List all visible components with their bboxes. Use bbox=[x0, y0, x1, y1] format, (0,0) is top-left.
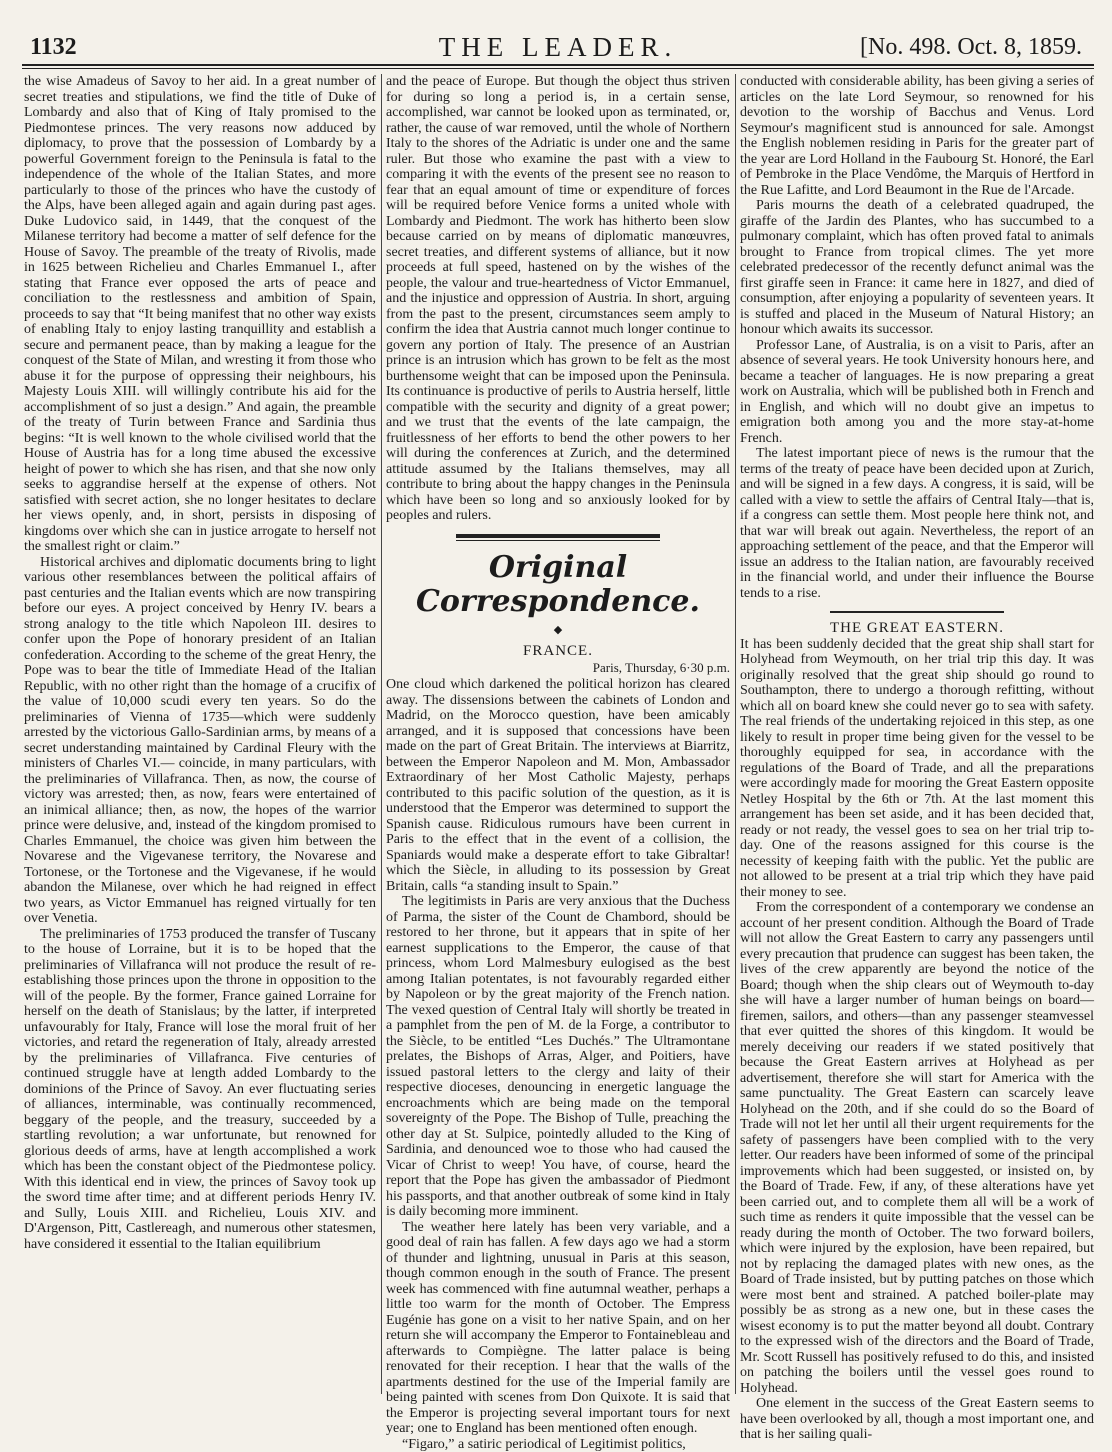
header-rule bbox=[22, 68, 1094, 69]
column-divider bbox=[381, 74, 382, 1394]
paragraph: Historical archives and diplomatic documents bring to light various other resemblances between the political affairs of past centuries and the Italian events which are now transpiring before our eyes. A project conceived by Henry IV. bears a strong analogy to the title which Napoleon III. desires to confer upon the Pope of honorary president of an Italian confederation. According to the scheme of the great Henry, the Pope was to bear the title of Immediate Head of the Italian Republic, with no other right than the homage of a crucifix of the value of 10,000 scudi every ten years. So do the preliminaries of Vienna of 1735—which were suddenly arrested by the victorious Gallo-Sardinian arms, by means of a secret understanding maintained by Cardinal Fleury with the ministers of Charles VI.— coincide, in many particulars, with the preliminaries of Villafranca. Then, as now, the course of victory was arrested; then, as now, fears were entertained of an inimical alliance; then, as now, the hopes of the warrior prince were delusive, and, instead of the kingdom promised to Charles Emmanuel, the choice was given him between the Novarese and the Vigevanese territory, the Novarese and Tortonese, or the Tortonese and the Vigevanese, if he would abandon the Milanese, over which he had reigned in effect two years, as Victor Emmanuel has reigned virtually for ten over Venetia. bbox=[24, 555, 376, 927]
paragraph: and the peace of Europe. But though the object thus striven for during so long a period is, in a certain sense, accomplished, war cannot be looked upon as terminated, or, rather, the cause of war removed, until the whole of Northern Italy to the shores of the Adriatic is under one and the same ruler. But those who examine the past with a view to comparing it with the events of the present see no reason to fear that an equal amount of time or expenditure of forces will be required before Venice forms a united whole with Lombardy and Piedmont. The work has hitherto been slow because carried on by means of diplomatic manœuvres, secret treaties, and different systems of alliance, but it now proceeds at full speed, hastened on by the wishes of the people, the valour and true-heartedness of Victor Emmanuel, and the injustice and oppression of Austria. In short, arguing from the past to the present, circumstances seem amply to confirm the idea that Austria cannot much longer continue to govern any portion of Italy. The presence of an Austrian prince is an intrusion which has grown to be felt as the most burthensome weight that can be imposed upon the Peninsula. Its continuance is productive of perils to Austria herself, little compatible with the security and dignity of a great power; and we trust that the events of the late campaign, the fruitlessness of her efforts to bend the other powers to her will during the conferences at Zurich, and the determined attitude assumed by the Italians themselves, may all contribute to bring about the happy changes in the Peninsula which have been so long and so anxiously looked for by peoples and rulers. bbox=[386, 74, 730, 524]
dateline: Paris, Thursday, 6·30 p.m. bbox=[386, 660, 730, 676]
paragraph: the wise Amadeus of Savoy to her aid. In a great number of secret treaties and stipulations, we find the title of Duke of Lombardy and also that of King of Italy promised to the Piedmontese princes. The very reasons now adduced by diplomacy, to prove that the possession of Lombardy by a powerful Government foreign to the Peninsula is fatal to the independence of the whole of the Italian States, and more particularly to those of the princes who have the custody of the Alps, have been alleged again and again during past ages. Duke Ludovico said, in 1449, that the conquest of the Milanese territory had become a matter of self defence for the House of Savoy. The preamble of the treaty of Rivolis, made in 1625 between Richelieu and Charles Emmanuel I., after stating that France ever opposed the arts of peace and conciliation to the restlessness and ambition of Spain, proceeds to say that “It being manifest that no other way exists of enabling Italy to enjoy lasting tranquillity and establish a secure and permanent peace, than by making a league for the conquest of the State of Milan, and wresting it from those who abuse it for the purpose of oppressing their neighbours, his Majesty Louis XIII. will willingly contribute his aid for the accomplishment of so just a design.” And again, the preamble of the treaty of Turin between France and Sardinia thus begins: “It is well known to the whole civilised world that the House of Austria has for a long time abused the excessive height of power to which she has risen, and that she now only seeks to aggrandise herself at the expense of others. Not satisfied with secret action, she no longer hesitates to declare her views openly, and, in short, persists in disposing of kingdoms over which she can in justice arrogate to herself not the smallest right or claim.” bbox=[24, 74, 376, 555]
section-title-original-correspondence: Original Correspondence. bbox=[386, 551, 730, 619]
diamond-ornament-icon: ◆ bbox=[386, 623, 730, 639]
subsection-title-france: FRANCE. bbox=[386, 644, 730, 660]
newspaper-title: THE LEADER. bbox=[22, 32, 1094, 63]
paragraph: conducted with considerable ability, has been giving a series of articles on the late Lord Seymour, so renowned for his devotion to the worship of Bacchus and Venus. Lord Seymour's magnificent stud is announced for sale. Amongst the English noblemen residing in Paris for the greater part of the year are Lord Holland in the Faubourg St. Honoré, the Earl of Pembroke in the Place Vendôme, the Marquis of Hertford in the Rue Lafitte, and Lord Beaumont in the Rue de l'Arcade. bbox=[740, 74, 1094, 198]
column-1 bbox=[24, 74, 376, 1394]
paragraph: Professor Lane, of Australia, is on a visit to Paris, after an absence of several years. He took University honours here, and became a teacher of languages. He is now preparing a great work on Australia, which will be published both in French and in English, and which will no doubt give an impetus to emigration both among you and the more stay-at-home French. bbox=[740, 338, 1094, 447]
section-divider bbox=[830, 611, 1004, 613]
section-title-great-eastern: THE GREAT EASTERN. bbox=[740, 621, 1094, 637]
paragraph: One cloud which darkened the political horizon has cleared away. The dissensions between the cabinets of London and Madrid, on the Morocco question, have been amicably arranged, and it is supposed that concessions have been made on the part of Great Britain. The interviews at Biarritz, between the Emperor Napoleon and M. Mon, Ambassador Extraordinary of her Most Catholic Majesty, perhaps contributed to this pacific solution of the question, as it is understood that the Emperor was determined to support the Spanish cause. Ridiculous rumours have been current in Paris to the effect that in the event of a collision, the Spaniards would make a desperate effort to take Gibraltar! which the Siècle, in alluding to its possession by Great Britain, calls “a standing insult to Spain.” bbox=[386, 677, 730, 894]
paragraph: The weather here lately has been very variable, and a good deal of rain has fallen. A few days ago we had a storm of thunder and lightning, unusual in Paris at this season, though common enough in the south of France. The present week has commenced with fine autumnal weather, perhaps a little too warm for the month of October. The Empress Eugénie has gone on a visit to her native Spain, and on her return she will accompany the Emperor to Fontainebleau and afterwards to Compiègne. The latter palace is being renovated for their reception. I hear that the walls of the apartments destined for the use of the Imperial family are being painted with scenes from Don Quixote. It is said that the Emperor is projecting several important tours for next year; one to England has been mentioned often enough. bbox=[386, 1220, 730, 1437]
section-divider bbox=[386, 534, 730, 541]
issue-date: [No. 498. Oct. 8, 1859. bbox=[860, 34, 1082, 61]
paragraph: Paris mourns the death of a celebrated quadruped, the giraffe of the Jardin des Plantes, who has succumbed to a pulmonary complaint, which has often proved fatal to animals brought to France from tropical climes. The yet more celebrated predecessor of the recently defunct animal was the first giraffe seen in France: it came here in 1827, and died of consumption, after enjoying a popularity of seventeen years. It is stuffed and placed in the Museum of Natural History; an honour which awaits its successor. bbox=[740, 198, 1094, 338]
paragraph: “Figaro,” a satiric periodical of Legitimist politics, bbox=[386, 1437, 730, 1452]
paragraph: The preliminaries of 1753 produced the transfer of Tuscany to the house of Lorraine, but it is to be hoped that the preliminaries of Villafranca will not produce the result of re-establishing those princes upon the throne in opposition to the will of the people. By the former, France gained Lorraine for herself on the death of Stanislaus; by the latter, if interpreted unfavourably for Italy, France will lose the moral fruit of her victories, and retard the regeneration of Italy, already arrested by the preliminaries of Villafranca. Five centuries of continued struggle have at length added Lombardy to the dominions of the Prince of Savoy. An ever fluctuating series of alliances, interminable, was continually recommenced, beggary of the people, and the treasury, succeeded by a startling revolution; a war unfortunate, but renowned for glorious deeds of arms, have at length accomplished a work which has been the constant object of the Piedmontese policy. With this identical end in view, the princes of Savoy took up the sword time after time; and at different periods Henry IV. and Sully, Louis XIII. and Richelieu, Louis XIV. and D'Argenson, Pitt, Castlereagh, and numerous other statesmen, have considered it essential to the Italian equilibrium bbox=[24, 927, 376, 1253]
page-header bbox=[22, 30, 1094, 66]
paragraph: From the correspondent of a contemporary we condense an account of her present condition. Although the Board of Trade will not allow the Great Eastern to carry any passengers until every precaution that prudence can suggest has been taken, the lives of the crew apparently are beyond the notice of the Board; though when the ship clears out of Weymouth to-day she will have a larger number of human beings on board—firemen, sailors, and others—than any passenger steamvessel that ever quitted the shores of this kingdom. It would be merely deceiving our readers if we stated positively that because the Great Eastern arrives at Holyhead as per advertisement, therefore she will start for America with the same punctuality. The Great Eastern can scarcely leave Holyhead on the 20th, and if she could do so the Board of Trade will not let her until all their urgent requirements for the safety of passengers have been complied with to the very letter. Our readers have been informed of some of the principal improvements which had been suggested, or insisted on, by the Board of Trade. Few, if any, of these alterations have yet been carried out, and to complete them all will be a work of such time as renders it quite impossible that the vessel can be ready during the month of October. The two forward boilers, which were injured by the explosion, have been repaired, but not by replacing the damaged plates with new ones, as the Board of Trade insisted, but by putting patches on those which were most bent and strained. A patched boiler-plate may possibly be as strong as a new one, but in these cases the wisest economy is to put the matter beyond all doubt. Contrary to the expressed wish of the directors and the Board of Trade, Mr. Scott Russell has positively refused to do this, and insisted on patching the boilers until the vessel goes round to Holyhead. bbox=[740, 900, 1094, 1396]
page-number: 1132 bbox=[30, 34, 77, 61]
column-divider bbox=[735, 74, 736, 1394]
paragraph: The legitimists in Paris are very anxious that the Duchess of Parma, the sister of the Count de Chambord, should be restored to her throne, but it appears that in spite of her earnest supplications to the Emperor, the cause of that princess, whom Lord Malmesbury eulogised as the best among Italian potentates, is not favourably regarded either by Napoleon or by the great majority of the French nation. The vexed question of Central Italy will shortly be treated in a pamphlet from the pen of M. de la Forge, a contributor to the Siècle, to be entitled “Les Duchés.” The Ultramontane prelates, the Bishops of Arras, Alger, and Poitiers, have issued pastoral letters to the clergy and laity of their respective dioceses, denouncing in energetic language the encroachments which are being made on the temporal sovereignty of the Pope. The Bishop of Tulle, preaching the other day at St. Sulpice, pointedly alluded to the King of Sardinia, and denounced woe to those who had caused the Vicar of Christ to weep! You have, of course, heard the report that the Pope has given the ambassador of Piedmont his passports, and that another outbreak of some kind in Italy is daily becoming more imminent. bbox=[386, 894, 730, 1220]
column-2 bbox=[386, 74, 730, 1394]
paragraph: The latest important piece of news is the rumour that the terms of the treaty of peace have been decided upon at Zurich, and will be signed in a few days. A congress, it is said, will be called with a view to settle the affairs of Central Italy—that is, if a congress can settle them. Most people here think not, and that war will break out again. Nevertheless, the report of an approaching settlement of the peace, and that the Emperor will issue an address to the Italian nation, are favourably received in the financial world, and under their influence the Bourse tends to a rise. bbox=[740, 446, 1094, 601]
column-3 bbox=[740, 74, 1094, 1394]
paragraph: One element in the success of the Great Eastern seems to have been overlooked by all, though a most important one, and that is her sailing quali- bbox=[740, 1396, 1094, 1443]
paragraph: It has been suddenly decided that the great ship shall start for Holyhead from Weymouth, on her trial trip this day. It was originally resolved that the great ship should go round to Southampton, there to undergo a thorough refitting, without which all on board knew she could never go to sea with safety. The real friends of the undertaking rejoiced in this step, as one likely to result in proper time being given for the vessel to be thoroughly equipped for sea, in accordance with the regulations of the Board of Trade, and all the preparations were accordingly made for mooring the Great Eastern opposite Netley Hospital by the 6th or 7th. At the last moment this arrangement has been set aside, and it has been decided that, ready or not ready, the vessel goes to sea on her trial trip to-day. One of the reasons assigned for this course is the necessity of keeping faith with the public. Yet the public are not allowed to be present at a trial trip which they have paid their money to see. bbox=[740, 637, 1094, 901]
